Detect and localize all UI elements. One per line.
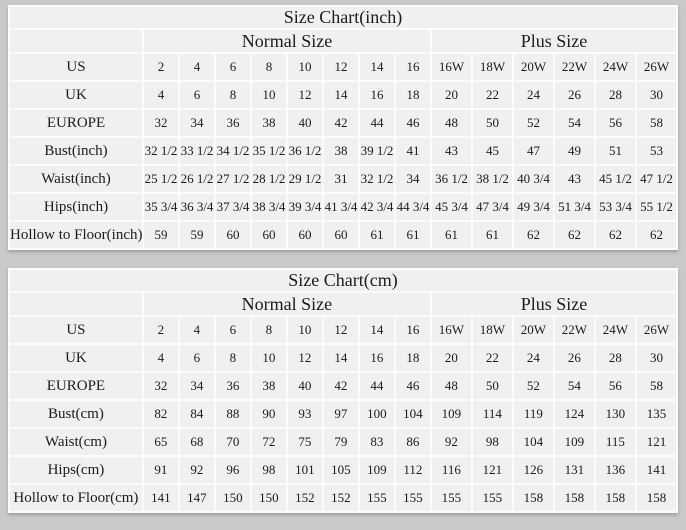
- group-header-normal-size: Normal Size: [144, 30, 430, 52]
- size-value-cell: 38: [324, 138, 358, 164]
- size-value-cell: 49 3/4: [514, 194, 553, 220]
- size-value-cell: 10: [252, 82, 286, 108]
- size-value-cell: 90: [252, 401, 286, 427]
- size-value-cell: 112: [396, 457, 430, 483]
- size-value-cell: 6: [216, 54, 250, 80]
- size-value-cell: 61: [473, 222, 512, 248]
- size-value-cell: 46: [396, 110, 430, 136]
- size-value-cell: 50: [473, 373, 512, 399]
- table-row: [10, 110, 676, 136]
- size-value-cell: 52: [514, 110, 553, 136]
- size-value-cell: 48: [432, 110, 471, 136]
- size-value-cell: 58: [637, 373, 676, 399]
- row-label: EUROPE: [10, 373, 142, 399]
- size-value-cell: 62: [637, 222, 676, 248]
- size-value-cell: 42: [324, 373, 358, 399]
- size-value-cell: 6: [180, 345, 214, 371]
- size-value-cell: 22: [473, 345, 512, 371]
- size-value-cell: 150: [216, 485, 250, 511]
- size-value-cell: 10: [288, 54, 322, 80]
- size-value-cell: 18W: [473, 317, 512, 343]
- size-value-cell: 136: [596, 457, 635, 483]
- size-value-cell: 16W: [432, 54, 471, 80]
- size-value-cell: 45: [473, 138, 512, 164]
- table-row: [10, 194, 676, 220]
- size-value-cell: 28: [596, 345, 635, 371]
- size-value-cell: 75: [288, 429, 322, 455]
- size-value-cell: 28 1/2: [252, 166, 286, 192]
- size-value-cell: 2: [144, 54, 178, 80]
- row-label: UK: [10, 345, 142, 371]
- group-header-row: [10, 30, 676, 52]
- size-value-cell: 158: [596, 485, 635, 511]
- size-value-cell: 26: [555, 82, 594, 108]
- size-value-cell: 101: [288, 457, 322, 483]
- size-value-cell: 56: [596, 110, 635, 136]
- size-value-cell: 104: [396, 401, 430, 427]
- size-value-cell: 6: [180, 82, 214, 108]
- size-value-cell: 155: [473, 485, 512, 511]
- table-title-row: [10, 7, 676, 28]
- size-value-cell: 54: [555, 110, 594, 136]
- size-value-cell: 12: [324, 317, 358, 343]
- size-value-cell: 60: [288, 222, 322, 248]
- size-value-cell: 93: [288, 401, 322, 427]
- size-value-cell: 60: [252, 222, 286, 248]
- size-value-cell: 24W: [596, 54, 635, 80]
- size-value-cell: 32 1/2: [360, 166, 394, 192]
- size-value-cell: 61: [360, 222, 394, 248]
- size-value-cell: 60: [324, 222, 358, 248]
- table-row: [10, 457, 676, 483]
- size-value-cell: 53 3/4: [596, 194, 635, 220]
- size-value-cell: 135: [637, 401, 676, 427]
- size-value-cell: 26W: [637, 54, 676, 80]
- size-value-cell: 44 3/4: [396, 194, 430, 220]
- table-row: [10, 54, 676, 80]
- size-value-cell: 16W: [432, 317, 471, 343]
- size-value-cell: 40: [288, 373, 322, 399]
- size-value-cell: 44: [360, 110, 394, 136]
- table-row: [10, 317, 676, 343]
- size-value-cell: 22W: [555, 54, 594, 80]
- size-value-cell: 119: [514, 401, 553, 427]
- size-value-cell: 8: [216, 345, 250, 371]
- size-value-cell: 152: [324, 485, 358, 511]
- size-value-cell: 51 3/4: [555, 194, 594, 220]
- size-value-cell: 39 1/2: [360, 138, 394, 164]
- size-value-cell: 14: [360, 54, 394, 80]
- size-value-cell: 96: [216, 457, 250, 483]
- size-value-cell: 88: [216, 401, 250, 427]
- size-value-cell: 150: [252, 485, 286, 511]
- size-value-cell: 124: [555, 401, 594, 427]
- size-value-cell: 29 1/2: [288, 166, 322, 192]
- table-row: [10, 345, 676, 371]
- size-value-cell: 98: [252, 457, 286, 483]
- size-value-cell: 38 1/2: [473, 166, 512, 192]
- size-value-cell: 70: [216, 429, 250, 455]
- size-value-cell: 14: [360, 317, 394, 343]
- size-value-cell: 47 3/4: [473, 194, 512, 220]
- size-value-cell: 115: [596, 429, 635, 455]
- size-value-cell: 86: [396, 429, 430, 455]
- group-header-row: [10, 293, 676, 315]
- size-value-cell: 41: [396, 138, 430, 164]
- size-value-cell: 4: [180, 54, 214, 80]
- size-value-cell: 33 1/2: [180, 138, 214, 164]
- size-value-cell: 6: [216, 317, 250, 343]
- size-value-cell: 45 1/2: [596, 166, 635, 192]
- size-value-cell: 18W: [473, 54, 512, 80]
- size-value-cell: 155: [432, 485, 471, 511]
- size-value-cell: 98: [473, 429, 512, 455]
- size-value-cell: 24: [514, 82, 553, 108]
- row-label: Hips(inch): [10, 194, 142, 220]
- row-label: Bust(inch): [10, 138, 142, 164]
- row-label: Bust(cm): [10, 401, 142, 427]
- size-value-cell: 30: [637, 82, 676, 108]
- size-value-cell: 53: [637, 138, 676, 164]
- table-row: [10, 82, 676, 108]
- size-value-cell: 59: [144, 222, 178, 248]
- size-value-cell: 59: [180, 222, 214, 248]
- table-title: Size Chart(cm): [10, 270, 676, 291]
- size-value-cell: 40: [288, 110, 322, 136]
- size-value-cell: 32 1/2: [144, 138, 178, 164]
- size-value-cell: 22: [473, 82, 512, 108]
- size-value-cell: 38: [252, 110, 286, 136]
- size-value-cell: 62: [514, 222, 553, 248]
- size-value-cell: 4: [144, 82, 178, 108]
- size-value-cell: 39 3/4: [288, 194, 322, 220]
- size-value-cell: 147: [180, 485, 214, 511]
- size-value-cell: 36 1/2: [288, 138, 322, 164]
- size-value-cell: 14: [324, 82, 358, 108]
- row-label: Hollow to Floor(inch): [10, 222, 142, 248]
- size-value-cell: 55 1/2: [637, 194, 676, 220]
- size-value-cell: 105: [324, 457, 358, 483]
- table-row: [10, 485, 676, 511]
- size-value-cell: 130: [596, 401, 635, 427]
- size-value-cell: 12: [324, 54, 358, 80]
- size-value-cell: 155: [396, 485, 430, 511]
- size-value-cell: 62: [596, 222, 635, 248]
- size-value-cell: 62: [555, 222, 594, 248]
- size-value-cell: 65: [144, 429, 178, 455]
- row-label: US: [10, 54, 142, 80]
- size-value-cell: 46: [396, 373, 430, 399]
- table-row: [10, 401, 676, 427]
- corner-cell: [10, 293, 142, 315]
- size-value-cell: 2: [144, 317, 178, 343]
- size-value-cell: 47 1/2: [637, 166, 676, 192]
- size-value-cell: 20W: [514, 317, 553, 343]
- size-value-cell: 14: [324, 345, 358, 371]
- row-label: US: [10, 317, 142, 343]
- row-label: Waist(inch): [10, 166, 142, 192]
- size-value-cell: 18: [396, 82, 430, 108]
- size-value-cell: 10: [288, 317, 322, 343]
- size-value-cell: 155: [360, 485, 394, 511]
- size-value-cell: 36: [216, 110, 250, 136]
- size-value-cell: 68: [180, 429, 214, 455]
- table-title: Size Chart(inch): [10, 7, 676, 28]
- size-value-cell: 22W: [555, 317, 594, 343]
- size-value-cell: 16: [360, 345, 394, 371]
- size-value-cell: 25 1/2: [144, 166, 178, 192]
- size-value-cell: 126: [514, 457, 553, 483]
- size-value-cell: 56: [596, 373, 635, 399]
- size-value-cell: 24W: [596, 317, 635, 343]
- size-value-cell: 116: [432, 457, 471, 483]
- row-label: UK: [10, 82, 142, 108]
- size-value-cell: 38 3/4: [252, 194, 286, 220]
- size-value-cell: 114: [473, 401, 512, 427]
- size-value-cell: 34: [396, 166, 430, 192]
- size-value-cell: 26 1/2: [180, 166, 214, 192]
- size-value-cell: 72: [252, 429, 286, 455]
- size-value-cell: 8: [216, 82, 250, 108]
- size-value-cell: 32: [144, 373, 178, 399]
- row-label: Hips(cm): [10, 457, 142, 483]
- size-value-cell: 28: [596, 82, 635, 108]
- size-value-cell: 16: [396, 54, 430, 80]
- row-label: EUROPE: [10, 110, 142, 136]
- size-value-cell: 10: [252, 345, 286, 371]
- table-title-row: [10, 270, 676, 291]
- size-value-cell: 18: [396, 345, 430, 371]
- size-chart-cm-table: [8, 268, 678, 513]
- size-value-cell: 8: [252, 54, 286, 80]
- size-value-cell: 131: [555, 457, 594, 483]
- size-value-cell: 42: [324, 110, 358, 136]
- size-value-cell: 43: [432, 138, 471, 164]
- size-value-cell: 40 3/4: [514, 166, 553, 192]
- size-value-cell: 20: [432, 82, 471, 108]
- size-value-cell: 26: [555, 345, 594, 371]
- size-chart-inch-table: [8, 5, 678, 250]
- size-value-cell: 36 1/2: [432, 166, 471, 192]
- size-value-cell: 58: [637, 110, 676, 136]
- size-value-cell: 121: [473, 457, 512, 483]
- size-value-cell: 43: [555, 166, 594, 192]
- size-value-cell: 79: [324, 429, 358, 455]
- size-value-cell: 32: [144, 110, 178, 136]
- row-label: Waist(cm): [10, 429, 142, 455]
- size-value-cell: 35 3/4: [144, 194, 178, 220]
- size-value-cell: 100: [360, 401, 394, 427]
- size-value-cell: 42 3/4: [360, 194, 394, 220]
- size-value-cell: 4: [144, 345, 178, 371]
- size-value-cell: 141: [637, 457, 676, 483]
- corner-cell: [10, 30, 142, 52]
- size-value-cell: 35 1/2: [252, 138, 286, 164]
- size-value-cell: 20W: [514, 54, 553, 80]
- size-value-cell: 20: [432, 345, 471, 371]
- size-value-cell: 158: [514, 485, 553, 511]
- size-value-cell: 34 1/2: [216, 138, 250, 164]
- size-value-cell: 24: [514, 345, 553, 371]
- size-value-cell: 12: [288, 82, 322, 108]
- size-value-cell: 121: [637, 429, 676, 455]
- size-value-cell: 16: [396, 317, 430, 343]
- size-value-cell: 84: [180, 401, 214, 427]
- row-label: Hollow to Floor(cm): [10, 485, 142, 511]
- size-value-cell: 92: [180, 457, 214, 483]
- size-value-cell: 31: [324, 166, 358, 192]
- size-value-cell: 82: [144, 401, 178, 427]
- size-value-cell: 30: [637, 345, 676, 371]
- size-value-cell: 36: [216, 373, 250, 399]
- table-row: [10, 429, 676, 455]
- size-value-cell: 91: [144, 457, 178, 483]
- size-value-cell: 4: [180, 317, 214, 343]
- size-value-cell: 97: [324, 401, 358, 427]
- size-value-cell: 50: [473, 110, 512, 136]
- size-value-cell: 51: [596, 138, 635, 164]
- table-row: [10, 222, 676, 248]
- table-row: [10, 138, 676, 164]
- size-value-cell: 109: [360, 457, 394, 483]
- size-value-cell: 109: [432, 401, 471, 427]
- size-value-cell: 44: [360, 373, 394, 399]
- group-header-plus-size: Plus Size: [432, 293, 676, 315]
- size-value-cell: 12: [288, 345, 322, 371]
- size-value-cell: 8: [252, 317, 286, 343]
- size-value-cell: 36 3/4: [180, 194, 214, 220]
- table-row: [10, 373, 676, 399]
- size-value-cell: 26W: [637, 317, 676, 343]
- size-value-cell: 37 3/4: [216, 194, 250, 220]
- size-value-cell: 16: [360, 82, 394, 108]
- size-value-cell: 158: [637, 485, 676, 511]
- group-header-plus-size: Plus Size: [432, 30, 676, 52]
- size-value-cell: 83: [360, 429, 394, 455]
- size-value-cell: 41 3/4: [324, 194, 358, 220]
- size-value-cell: 60: [216, 222, 250, 248]
- size-value-cell: 54: [555, 373, 594, 399]
- size-value-cell: 61: [396, 222, 430, 248]
- size-value-cell: 45 3/4: [432, 194, 471, 220]
- size-value-cell: 141: [144, 485, 178, 511]
- size-value-cell: 104: [514, 429, 553, 455]
- size-value-cell: 34: [180, 373, 214, 399]
- size-value-cell: 34: [180, 110, 214, 136]
- size-value-cell: 27 1/2: [216, 166, 250, 192]
- table-row: [10, 166, 676, 192]
- size-value-cell: 38: [252, 373, 286, 399]
- size-value-cell: 48: [432, 373, 471, 399]
- group-header-normal-size: Normal Size: [144, 293, 430, 315]
- size-value-cell: 52: [514, 373, 553, 399]
- size-value-cell: 47: [514, 138, 553, 164]
- size-value-cell: 158: [555, 485, 594, 511]
- size-value-cell: 109: [555, 429, 594, 455]
- size-value-cell: 152: [288, 485, 322, 511]
- size-value-cell: 61: [432, 222, 471, 248]
- size-value-cell: 92: [432, 429, 471, 455]
- size-value-cell: 49: [555, 138, 594, 164]
